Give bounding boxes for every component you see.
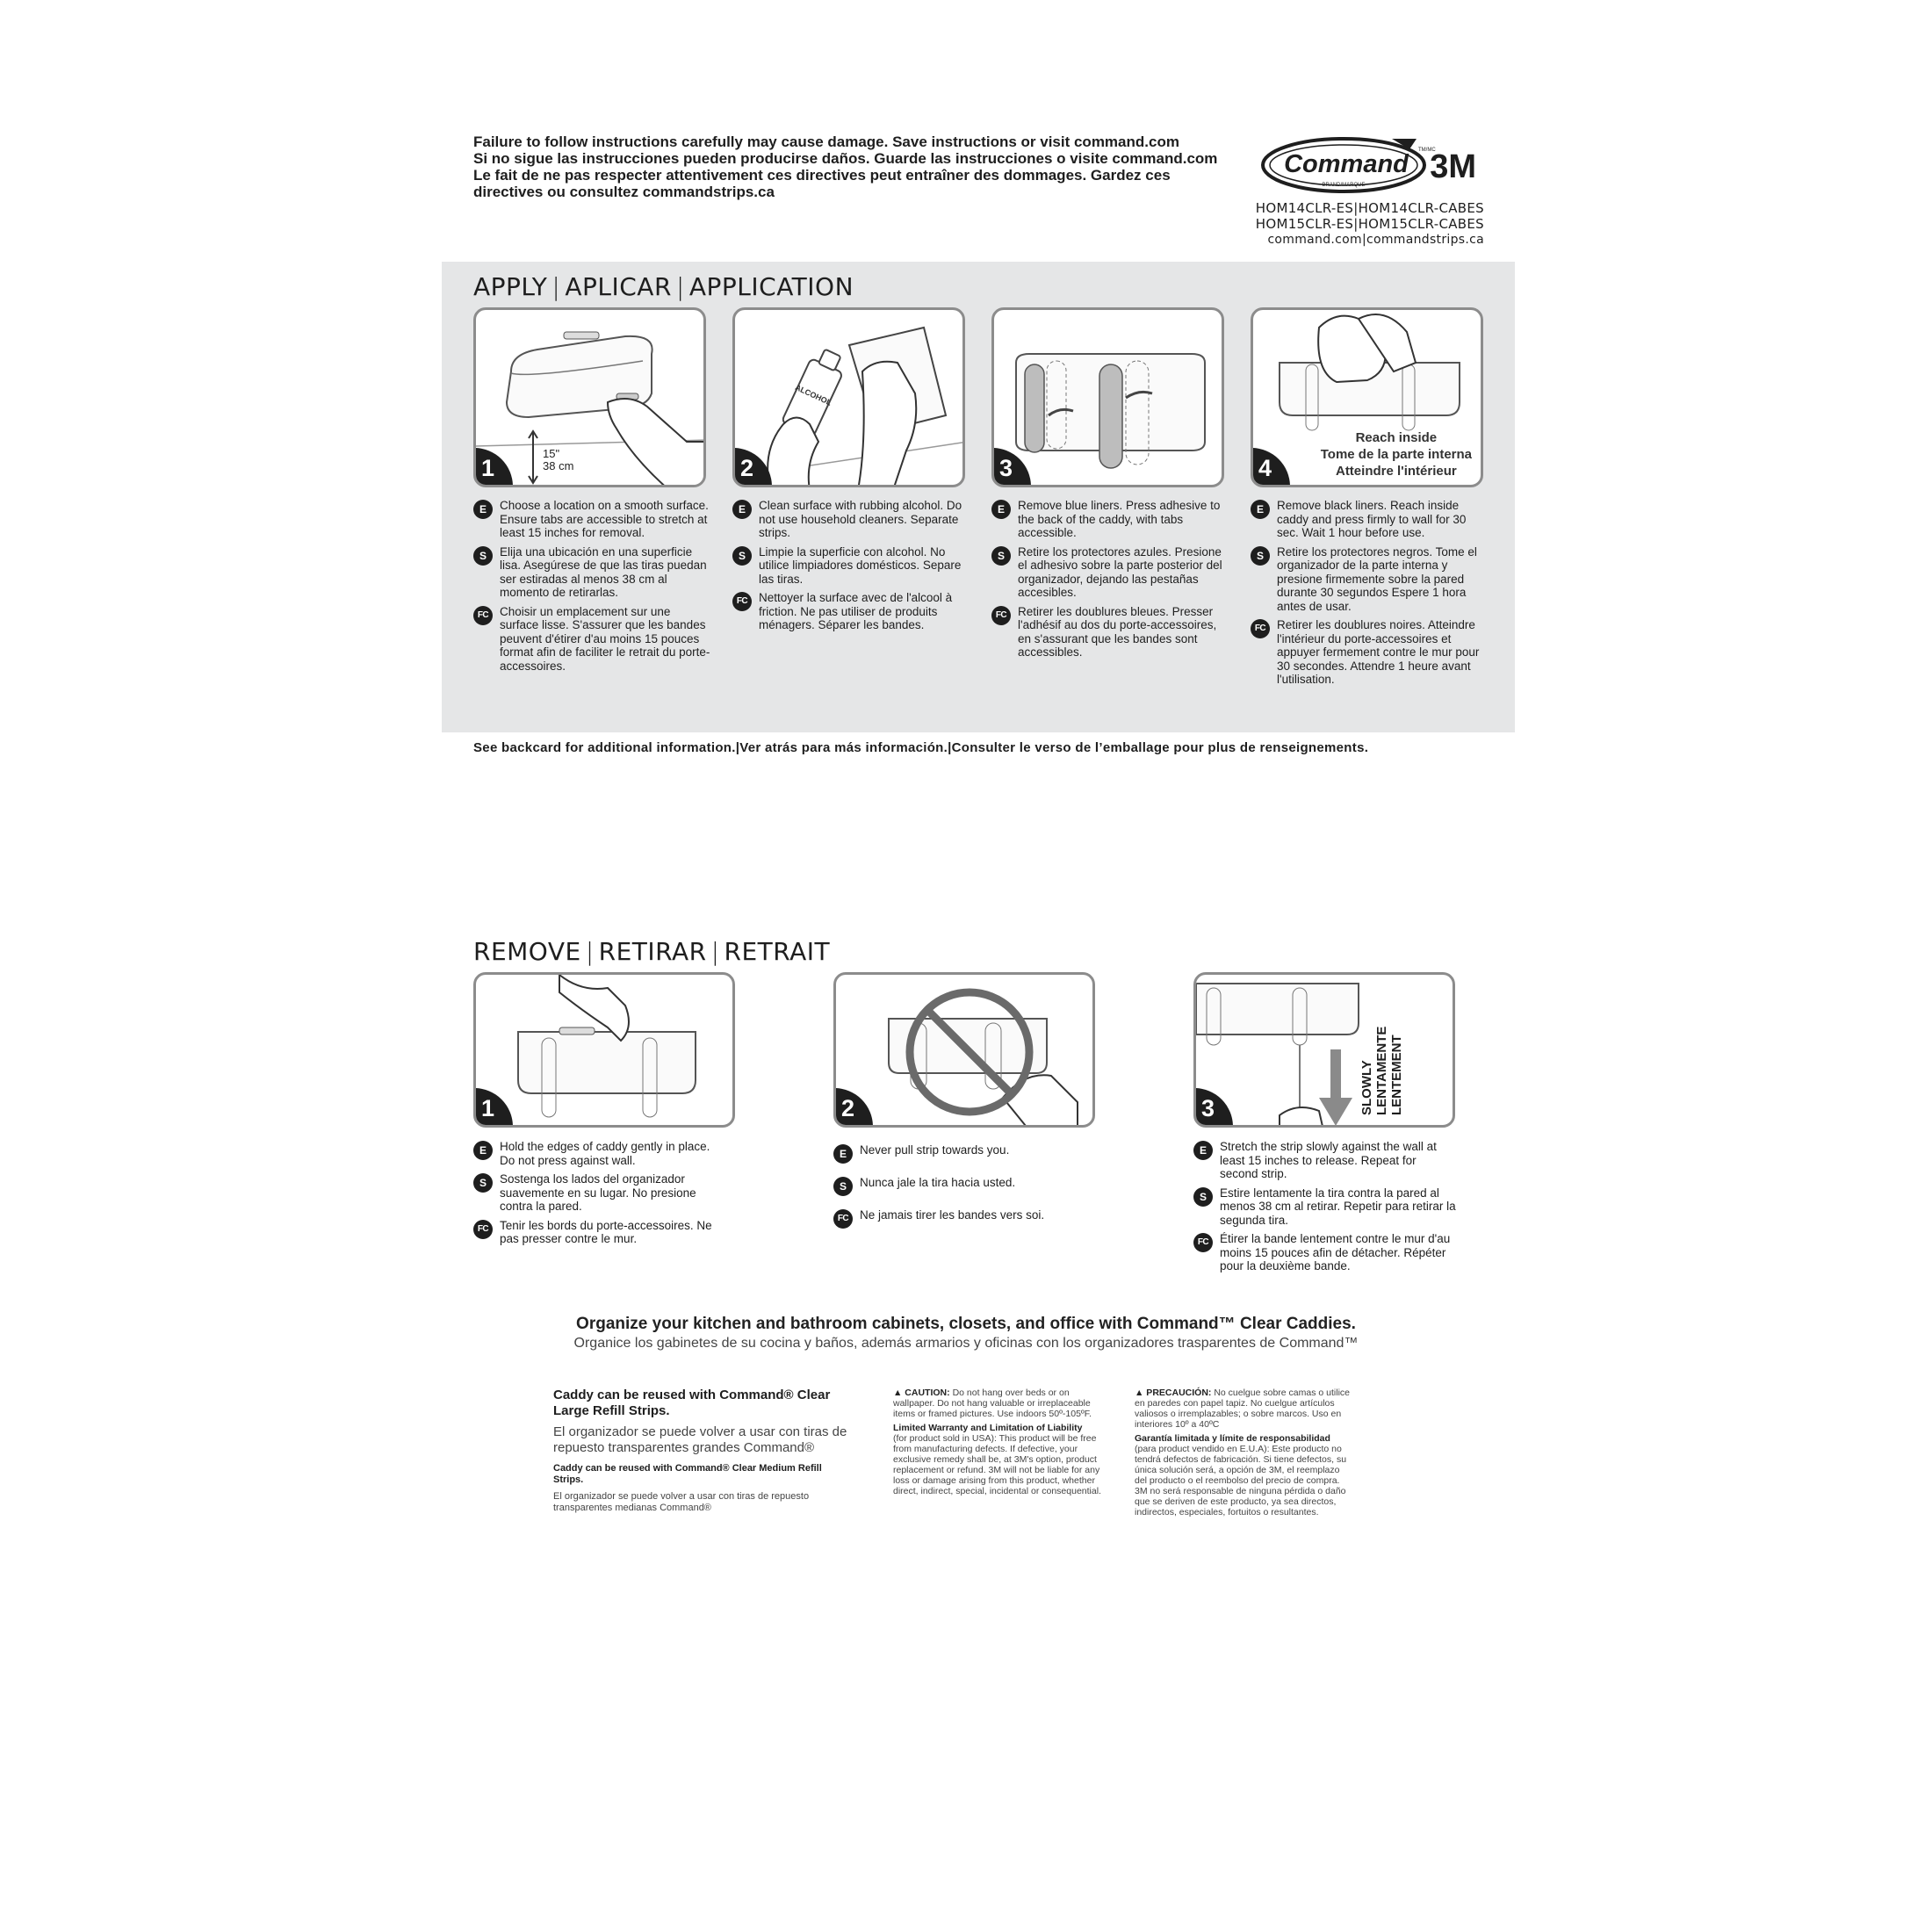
remove-title-es: RETIRAR (598, 937, 707, 966)
french-badge: FC (473, 1220, 493, 1239)
apply-title-en: APPLY (473, 272, 548, 301)
instruction-es: Elija una ubicación en una superficie lisa. Asegúrese de que las tiras puedan ser estiradas al menos 38 cm al momento de retirarlas. (500, 544, 707, 599)
instruction-fr: Retirer les doublures noires. Atteindre l'intérieur du porte-accessoires et appuyer fermement contre le mur pour 30 secondes. Attendre 1 heure avant l'utilisation. (1277, 618, 1480, 686)
spanish-badge: S (833, 1177, 853, 1196)
instruction-es: Estire lentamente la tira contra la pared al menos 38 cm al retirar. Repetir para retirar la segunda tira. (1220, 1186, 1456, 1227)
step-number: 1 (474, 1088, 513, 1127)
product-code-2: HOM15CLR-ES|HOM15CLR-CABES (1255, 216, 1484, 232)
apply-step-3-instructions (991, 499, 1229, 665)
logo-tm: TM/MC (1418, 148, 1436, 153)
instruction-en: Stretch the strip slowly against the wall at least 15 inches to release. Repeat for second strip. (1220, 1140, 1437, 1180)
spanish-badge: S (1193, 1187, 1213, 1207)
spanish-badge: S (473, 546, 493, 566)
brand-3m: 3M (1430, 148, 1476, 185)
instruction-fr: Tenir les bords du porte-accessoires. Ne pas presser contre le mur. (500, 1218, 712, 1245)
apply-step-4-instructions (1251, 499, 1488, 692)
logo-text: Command (1284, 150, 1409, 178)
apply-step-1-instructions (473, 499, 710, 678)
spanish-badge: S (473, 1173, 493, 1193)
remove-title-en: REMOVE (473, 937, 581, 966)
english-badge: E (991, 500, 1011, 519)
remove-step-2-illustration (833, 972, 1095, 1128)
organize-es: Organice los gabinetes de su cocina y baños, además armarios y oficinas con los organizadores trasparentes de Command™ (573, 1336, 1359, 1351)
french-badge: FC (991, 606, 1011, 625)
french-badge: FC (1193, 1233, 1213, 1252)
remove-step-3-illustration (1193, 972, 1455, 1128)
apply-step-1-illustration (473, 307, 706, 487)
reuse-medium-es: El organizador se puede volver a usar con tiras de repuesto transparentes medianas Command® (553, 1491, 810, 1513)
english-badge: E (833, 1144, 853, 1164)
step-number: 2 (733, 448, 772, 487)
apply-title-fr: APPLICATION (688, 272, 854, 301)
step-number: 1 (474, 448, 513, 487)
remove-step-1-illustration (473, 972, 735, 1128)
slowly-es: LENTAMENTE (1374, 1026, 1389, 1115)
instruction-es: Retire los protectores azules. Presione el adhesivo sobre la parte posterior del organizador, dejando las pestañas accesibles. (1018, 544, 1222, 599)
step-number: 3 (992, 448, 1031, 487)
organize-en: Organize your kitchen and bathroom cabinets, closets, and office with Command™ Clear Caddies. (576, 1315, 1356, 1333)
instruction-fr: Étirer la bande lentement contre le mur d'au moins 15 pouces afin de détacher. Répéter pour la deuxième bande. (1220, 1232, 1451, 1272)
product-code-1: HOM14CLR-ES|HOM14CLR-CABES (1255, 200, 1484, 216)
logo-sub: BRAND/MARQUE (1322, 183, 1366, 188)
instruction-fr: Ne jamais tirer les bandes vers soi. (860, 1208, 1045, 1222)
english-badge: E (1193, 1141, 1213, 1160)
caution-en (893, 1388, 1108, 1496)
measure-inches: 15" (543, 447, 560, 460)
warranty-es-title: Garantía limitada y límite de responsabilidad (1135, 1433, 1330, 1444)
slowly-label (1359, 975, 1404, 1115)
french-badge: FC (473, 606, 493, 625)
reuse-large-es: El organizador se puede volver a usar con tiras de repuesto transparentes grandes Command® (553, 1424, 847, 1455)
remove-title-fr: RETRAIT (724, 937, 831, 966)
warning-line-fr: Le fait de ne pas respecter attentivement ces directives peut entraîner des dommages. Gardez ces (473, 167, 1171, 184)
step-number: 3 (1194, 1088, 1233, 1127)
apply-title-es: APLICAR (565, 272, 672, 301)
spanish-badge: S (1251, 546, 1270, 566)
slowly-fr: LENTEMENT (1389, 1034, 1404, 1115)
caution-es (1135, 1388, 1350, 1517)
caution-en-text: Do not hang over beds or on wallpaper. Do not hang valuable or irreplaceable items or framed pictures. Use indoors 50º-105ºF. (893, 1388, 1092, 1419)
organize-tagline (439, 1315, 1493, 1352)
warning-line-es: Si no sigue las instrucciones pueden producirse daños. Guarde las instrucciones o visite command.com (473, 150, 1218, 167)
warning-line-fr-2: directives ou consultez commandstrips.ca (473, 184, 775, 200)
apply-step-4-illustration (1251, 307, 1483, 487)
measure-cm: 38 cm (543, 459, 574, 472)
bottle-label: ALCOHOL (793, 382, 833, 407)
instruction-en: Choose a location on a smooth surface. Ensure tabs are accessible to stretch at least 15 inches for removal. (500, 499, 709, 539)
warranty-en-text: (for product sold in USA): This product will be free from manufacturing defects. If defective, your exclusive remedy shall be, at 3M's option, product replacement or refund. 3M will not be liable for any loss or damage arising from this product, whether direct, indirect, special, incidental or consequential. (893, 1433, 1101, 1496)
english-badge: E (473, 1141, 493, 1160)
spanish-badge: S (991, 546, 1011, 566)
english-badge: E (473, 500, 493, 519)
command-logo (1260, 132, 1489, 198)
reach-caption-es: Tome de la parte interna (1320, 447, 1472, 462)
french-badge: FC (732, 592, 752, 611)
remove-step-1-instructions (473, 1140, 728, 1251)
instruction-en: Remove blue liners. Press adhesive to the back of the caddy, with tabs accessible. (1018, 499, 1221, 539)
warning-text (473, 133, 1246, 200)
remove-title: REMOVE | RETIRAR | RETRAIT (473, 937, 831, 966)
instruction-es: Nunca jale la tira hacia usted. (860, 1176, 1016, 1189)
reuse-medium-en: Caddy can be reused with Command® Clear Medium Refill Strips. (553, 1463, 822, 1485)
backcard-note: See backcard for additional information.|Ver atrás para más información.|Consulter le verso de l’emballage pour plus de renseignements. (473, 740, 1369, 755)
apply-step-2-instructions (732, 499, 970, 638)
reach-caption-en: Reach inside (1355, 430, 1438, 445)
apply-step-2-illustration (732, 307, 965, 487)
instruction-en: Never pull strip towards you. (860, 1143, 1010, 1157)
french-badge: FC (833, 1209, 853, 1229)
caution-es-text: No cuelgue sobre camas o utilice en paredes con papel tapiz. No cuelgue artículos valiosos o irremplazables; o sobre marcos. Uso en interiores 10º a 40ºC (1135, 1388, 1350, 1430)
step-number: 4 (1251, 448, 1290, 487)
reach-caption-fr: Atteindre l'intérieur (1335, 464, 1457, 479)
instruction-fr: Choisir un emplacement sur une surface lisse. S'assurer que les bandes peuvent d'étirer d'au moins 15 pouces format afin de faciliter le retrait du porte-accessoires. (500, 604, 710, 673)
instruction-fr: Retirer les doublures bleues. Presser l'adhésif au dos du porte-accessoires, en s'assurant que les bandes sont accessibles. (1018, 604, 1217, 659)
instruction-en: Clean surface with rubbing alcohol. Do not use household cleaners. Separate strips. (759, 499, 962, 539)
product-codes (1212, 200, 1484, 248)
instruction-en: Hold the edges of caddy gently in place. Do not press against wall. (500, 1140, 710, 1167)
reach-inside-caption (1321, 429, 1472, 479)
english-badge: E (1251, 500, 1270, 519)
slowly-en: SLOWLY (1359, 1060, 1374, 1115)
step-number: 2 (834, 1088, 873, 1127)
caution-es-label: ▲ PRECAUCIÓN: (1135, 1388, 1212, 1398)
instruction-fr: Nettoyer la surface avec de l'alcool à friction. Ne pas utiliser de produits ménagers. Séparer les bandes. (759, 591, 953, 631)
caution-en-label: ▲ CAUTION: (893, 1388, 950, 1398)
reuse-info (553, 1388, 852, 1514)
instruction-es: Sostenga los lados del organizador suavemente en su lugar. No presione contra la pared. (500, 1172, 696, 1213)
remove-step-3-instructions (1193, 1140, 1457, 1279)
websites: command.com|commandstrips.ca (1267, 233, 1484, 247)
spanish-badge: S (732, 546, 752, 566)
warning-line-en: Failure to follow instructions carefully may cause damage. Save instructions or visit command.com (473, 133, 1179, 150)
warranty-en-title: Limited Warranty and Limitation of Liability (893, 1423, 1083, 1433)
instruction-en: Remove black liners. Reach inside caddy and press firmly to wall for 30 sec. Wait 1 hour before use. (1277, 499, 1467, 539)
remove-step-2-instructions (833, 1143, 1088, 1234)
english-badge: E (732, 500, 752, 519)
warranty-es-text: (para product vendido en E.U.A): Este producto no tendrá defectos de fabricación. Si tiene defectos, su única solución será, a opción de 3M, el reemplazo del producto o el reembolso del precio de compra. 3M no será responsable de ninguna pérdida o daño que se deriven de este producto, ya sea directos, indirectos, especiales, fortuitos o resultantes. (1135, 1444, 1347, 1517)
apply-title: APPLY | APLICAR | APPLICATION (473, 272, 854, 301)
instruction-es: Limpie la superficie con alcohol. No utilice limpiadores domésticos. Separe las tiras. (759, 544, 962, 586)
french-badge: FC (1251, 619, 1270, 638)
instruction-es: Retire los protectores negros. Tome el organizador de la parte interna y presione firmemente sobre la pared durante 30 segundos Espere 1 hora antes de usar. (1277, 544, 1477, 613)
apply-step-3-illustration (991, 307, 1224, 487)
reuse-large-en: Caddy can be reused with Command® Clear Large Refill Strips. (553, 1388, 831, 1418)
